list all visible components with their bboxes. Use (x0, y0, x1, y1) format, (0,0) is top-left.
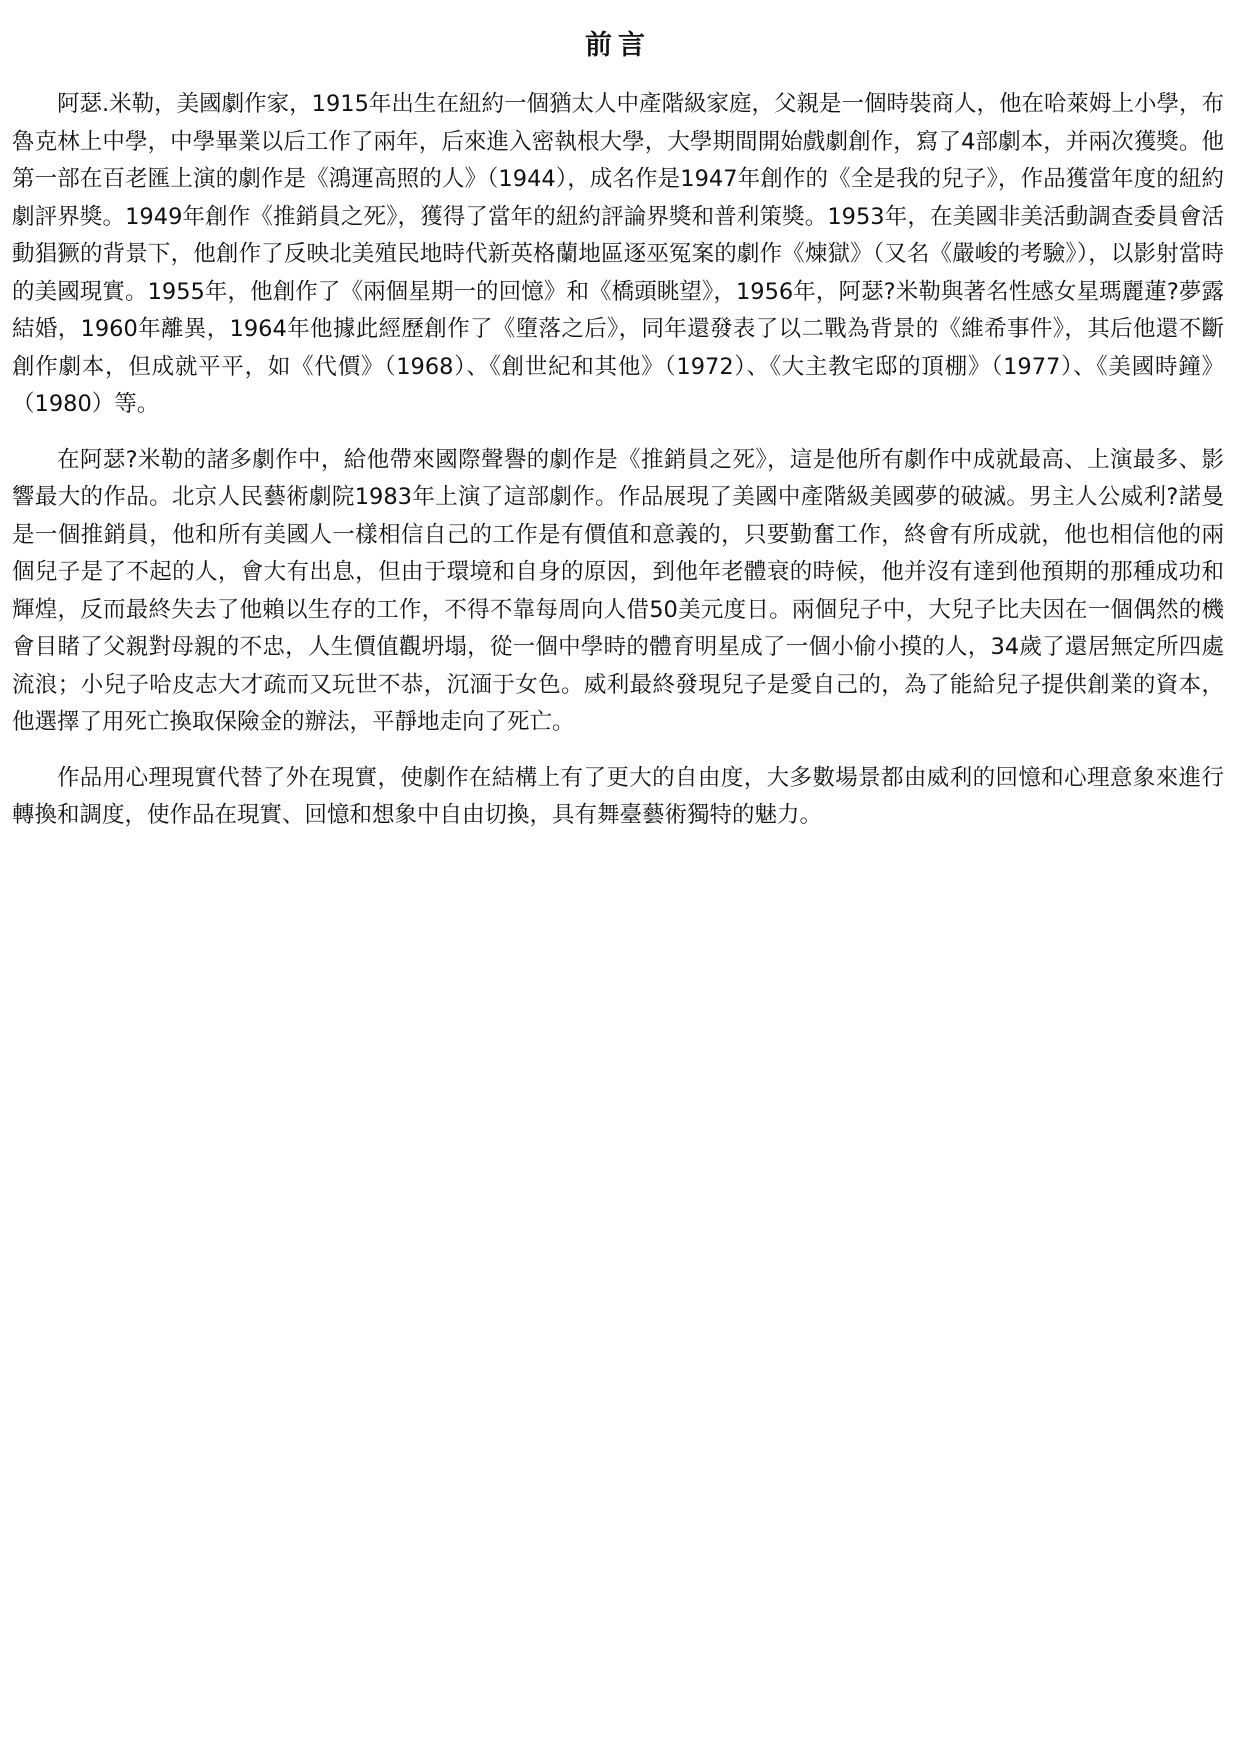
document-page (12, 24, 1224, 853)
page-title: 前言 (585, 30, 651, 61)
paragraph-biography: 阿瑟.米勒，美國劇作家，1915年出生在紐約一個猶太人中產階級家庭，父親是一個時裝商人，他在哈萊姆上小學，布魯克林上中學，中學畢業以后工作了兩年，后來進入密執根大學，大學期間開始戲劇創作，寫了4部劇本，并兩次獲獎。他第一部在百老匯上演的劇作是《鴻運高照的人》（1944），成名作是1947年創作的《全是我的兒子》，作品獲當年度的紐約劇評界獎。1949年創作《推銷員之死》，獲得了當年的紐約評論界獎和普利策獎。1953年，在美國非美活動調查委員會活動猖獗的背景下，他創作了反映北美殖民地時代新英格蘭地區逐巫冤案的劇作《煉獄》（又名《嚴峻的考驗》），以影射當時的美國現實。1955年，他創作了《兩個星期一的回憶》和《橋頭眺望》，1956年，阿瑟?米勒與著名性感女星瑪麗蓮?夢露結婚，1960年離異，1964年他據此經歷創作了《墮落之后》，同年還發表了以二戰為背景的《維希事件》，其后他還不斷創作劇本，但成就平平，如《代價》（1968）、《創世紀和其他》（1972）、《大主教宅邸的頂棚》（1977）、《美國時鐘》（1980）等。 (12, 91, 1224, 417)
paragraph-structure-note: 作品用心理現實代替了外在現實，使劇作在結構上有了更大的自由度，大多數場景都由威利的回憶和心理意象來進行轉換和調度，使作品在現實、回憶和想象中自由切換，具有舞臺藝術獨特的魅力。 (12, 764, 1224, 828)
paragraph-salesman-analysis: 在阿瑟?米勒的諸多劇作中，給他帶來國際聲譽的劇作是《推銷員之死》，這是他所有劇作中成就最高、上演最多、影響最大的作品。北京人民藝術劇院1983年上演了這部劇作。作品展現了美國中產階級美國夢的破滅。男主人公威利?諾曼是一個推銷員，他和所有美國人一樣相信自己的工作是有價值和意義的，只要勤奮工作，終會有所成就，他也相信他的兩個兒子是了不起的人，會大有出息，但由于環境和自身的原因，到他年老體衰的時候，他并沒有達到他預期的那種成功和輝煌，反而最終失去了他賴以生存的工作，不得不靠每周向人借50美元度日。兩個兒子中，大兒子比夫因在一個偶然的機會目睹了父親對母親的不忠，人生價值觀坍塌，從一個中學時的體育明星成了一個小偷小摸的人，34歲了還居無定所四處流浪；小兒子哈皮志大才疏而又玩世不恭，沉湎于女色。威利最終發現兒子是愛自己的，為了能給兒子提供創業的資本，他選擇了用死亡換取保險金的辦法，平靜地走向了死亡。 (12, 446, 1224, 735)
